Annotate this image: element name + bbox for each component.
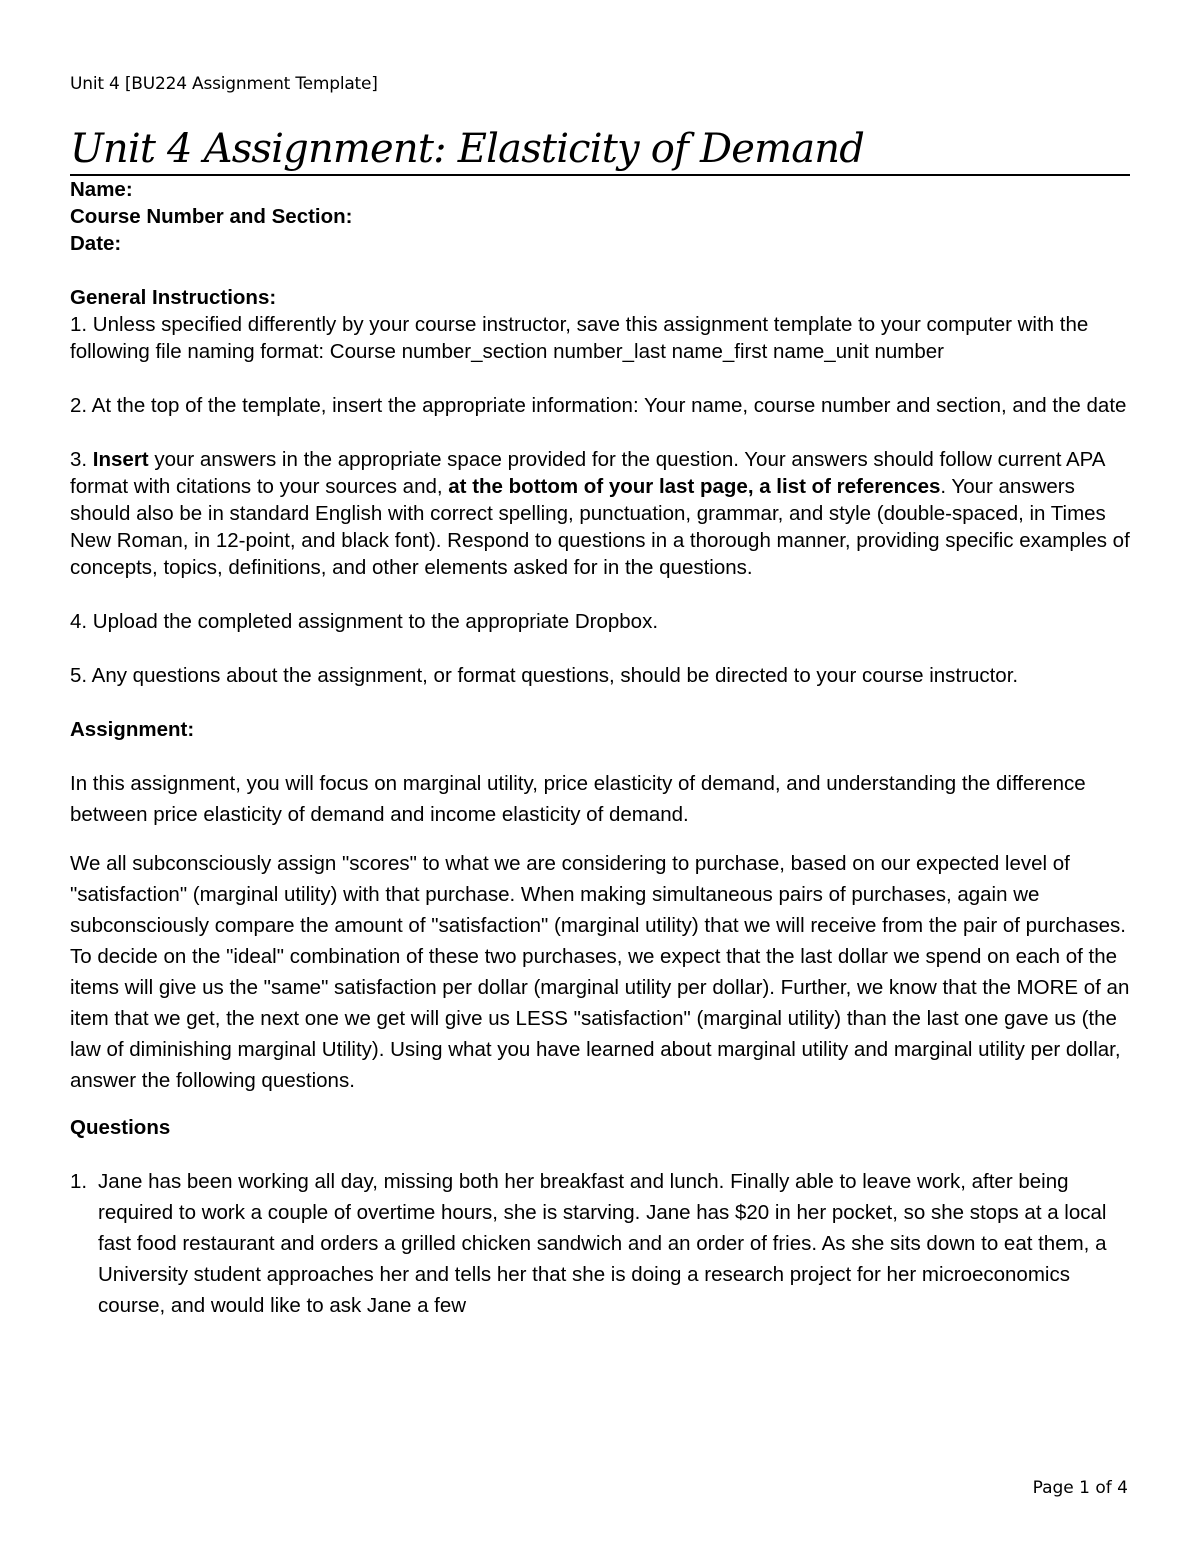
questions-heading: Questions xyxy=(70,1116,171,1139)
instruction-item-3: 3. Insert your answers in the appropriate space provided for the question. Your answers should follow current APA format with citations to your sources and, at the bottom of your last page, a list of references. Your answers should also be in standard English with correct spelling, punctuation, grammar, and style (double-spaced, in Times New Roman, in 12-point, and black font). Respond to questions in a thorough manner, providing specific examples of concepts, topics, definitions, and other elements asked for in the questions. xyxy=(70,448,1130,579)
assignment-paragraph-1: In this assignment, you will focus on marginal utility, price elasticity of demand, and understanding the difference between price elasticity of demand and income elasticity of demand. xyxy=(70,772,1086,826)
page-header: Unit 4 [BU224 Assignment Template] xyxy=(70,74,378,94)
question-number: 1. xyxy=(70,1170,88,1193)
instruction-item-2: 2. At the top of the template, insert the appropriate information: Your name, course number and section, and the date xyxy=(70,394,1127,417)
questions-list xyxy=(70,1166,1135,1321)
name-field-label: Name: xyxy=(70,178,133,201)
page-footer: Page 1 of 4 xyxy=(1032,1478,1128,1498)
document-body xyxy=(70,176,1135,1321)
date-field-label: Date: xyxy=(70,232,122,255)
assignment-paragraph-2: We all subconsciously assign "scores" to what we are considering to purchase, based on our expected level of "satisfaction" (marginal utility) with that purchase. When making simultaneous pairs of purchases, again we subconsciously compare the amount of "satisfaction" (marginal utility) that we will receive from the pair of purchases. To decide on the "ideal" combination of these two purchases, we expect that the last dollar we spend on each of the items will give us the "same" satisfaction per dollar (marginal utility per dollar). Further, we know that the MORE of an item that we get, the next one we get will give us LESS "satisfaction" (marginal utility) than the last one gave us (the law of diminishing marginal Utility). Using what you have learned about marginal utility and marginal utility per dollar, answer the following questions. xyxy=(70,852,1130,1092)
page-title: Unit 4 Assignment: Elasticity of Demand xyxy=(70,124,1130,176)
instruction-item-4: 4. Upload the completed assignment to the appropriate Dropbox. xyxy=(70,610,659,633)
instruction-item-1: 1. Unless specified differently by your course instructor, save this assignment template to your computer with the following file naming format: Course number_section number_last name_first name_unit number xyxy=(70,313,1089,363)
question-item xyxy=(70,1166,1135,1321)
assignment-heading: Assignment: xyxy=(70,718,195,741)
question-text: Jane has been working all day, missing both her breakfast and lunch. Finally able to leave work, after being required to work a couple of overtime hours, she is starving. Jane has $20 in her pocket, so she stops at a local fast food restaurant and orders a grilled chicken sandwich and an order of fries. As she sits down to eat them, a University student approaches her and tells her that she is doing a research project for her microeconomics course, and would like to ask Jane a few xyxy=(98,1170,1107,1317)
course-field-label: Course Number and Section: xyxy=(70,205,353,228)
instruction-item-5: 5. Any questions about the assignment, or format questions, should be directed to your course instructor. xyxy=(70,664,1019,687)
general-instructions-heading: General Instructions: xyxy=(70,286,277,309)
